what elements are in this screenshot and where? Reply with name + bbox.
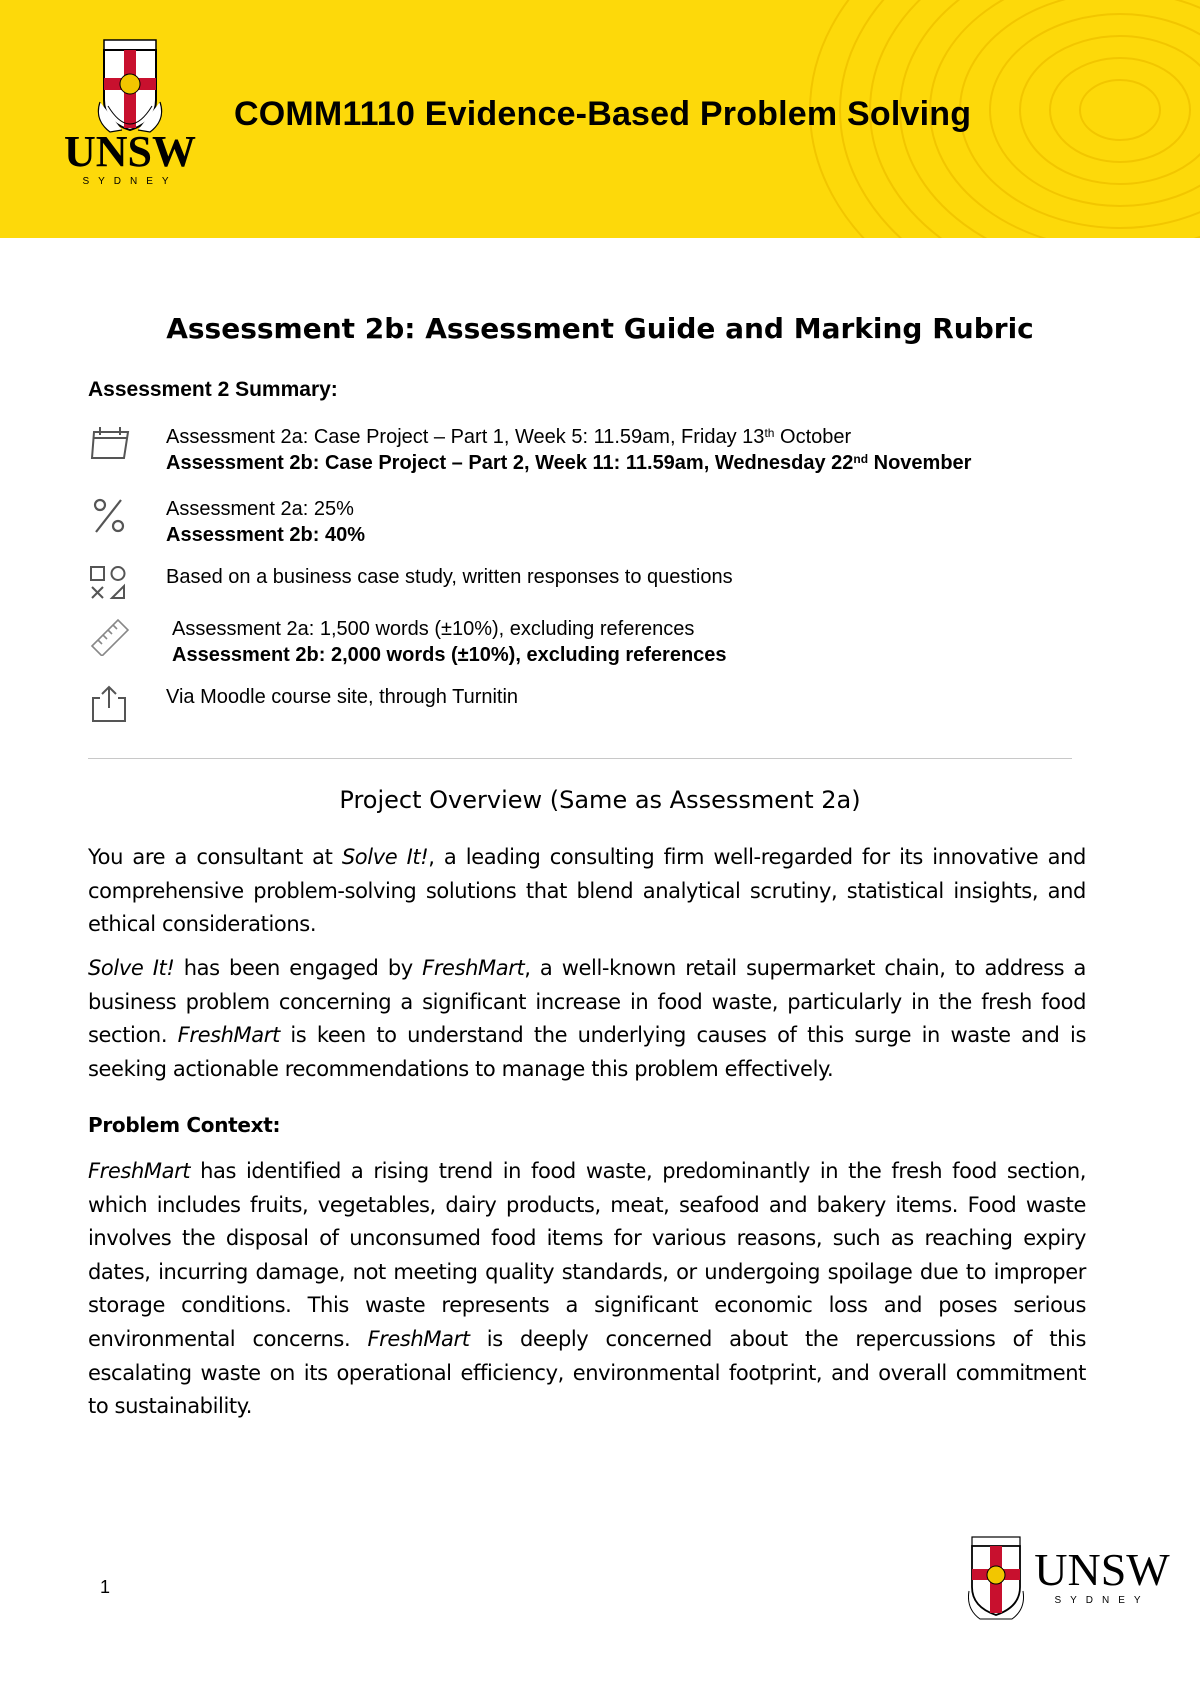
unsw-footer-crest-icon [968,1535,1176,1625]
unsw-logo [64,38,214,188]
summary-row-format [88,564,1098,608]
summary-format-text: Based on a business case study, written responses to questions [166,566,733,588]
context-heading: Problem Context: [88,1113,281,1137]
footer-unsw-logo [968,1535,1176,1625]
page-number: 1 [100,1577,111,1597]
overview-paragraph-2: Solve It! has been engaged by FreshMart, a well-known retail supermarket chain, to address a business problem concerning a significant increase in food waste, particularly in the fresh food section. FreshMart is keen to understand the underlying causes of this surge in waste and is seeking actionable recommendations to manage this problem effectively. [88,956,1086,1081]
weighting-2b: Assessment 2b: 40% [166,524,365,546]
unsw-crest-icon [64,38,214,188]
summary-row-weighting [88,496,1098,552]
header-banner [0,0,1200,238]
summary-due-text: Assessment 2a: Case Project – Part 1, Week 5: 11.59am, Friday 13th October Assessment 2b: Case Project – Part 2, Week 11: 11.59am, Wednesday 22nd November [166,426,972,474]
section-divider [88,758,1072,759]
overview-paragraph-1: You are a consultant at Solve It!, a leading consulting firm well-regarded for its innovative and comprehensive problem-solving solutions that blend analytical scrutiny, statistical insights, and ethical considerations. [88,845,1086,937]
footer-logo-wordmark: UNSW [1034,1544,1170,1595]
summary-row-submission [88,684,1098,728]
shapes-icon [88,564,132,604]
length-2b: Assessment 2b: 2,000 words (±10%), excluding references [172,644,727,666]
ruler-icon [88,616,132,656]
overview-title: Project Overview (Same as Assessment 2a) [339,786,861,814]
length-2a: Assessment 2a: 1,500 words (±10%), excluding references [172,618,695,640]
footer-logo-subtext: SYDNEY [1054,1595,1150,1606]
summary-weighting-text [166,496,365,548]
upload-icon [88,684,132,724]
summary-row-due [88,424,1098,484]
summary-length-text [172,616,727,668]
summary-row-length [88,616,1098,672]
course-title: COMM1110 Evidence-Based Problem Solving [234,95,972,133]
weighting-2a: Assessment 2a: 25% [166,498,354,520]
logo-wordmark: UNSW [64,127,197,176]
context-paragraph: FreshMart has identified a rising trend in food waste, predominantly in the fresh food section, which includes fruits, vegetables, dairy products, meat, seafood and bakery items. Food waste involves the disposal of unconsumed food items for various reasons, such as reaching expiry dates, incurring damage, not meeting quality standards, or undergoing spoilage due to improper storage conditions. This waste represents a significant economic loss and poses serious environmental concerns. FreshMart is deeply concerned about the repercussions of this escalating waste on its operational efficiency, environmental footprint, and overall commitment to sustainability. [88,1159,1086,1419]
logo-subtext: SYDNEY [82,176,178,187]
calendar-icon [88,424,132,464]
summary-heading: Assessment 2 Summary: [88,378,338,401]
summary-submission-text: Via Moodle course site, through Turnitin [166,686,519,708]
document-title: Assessment 2b: Assessment Guide and Marking Rubric [166,312,1034,345]
percent-icon [88,496,132,536]
